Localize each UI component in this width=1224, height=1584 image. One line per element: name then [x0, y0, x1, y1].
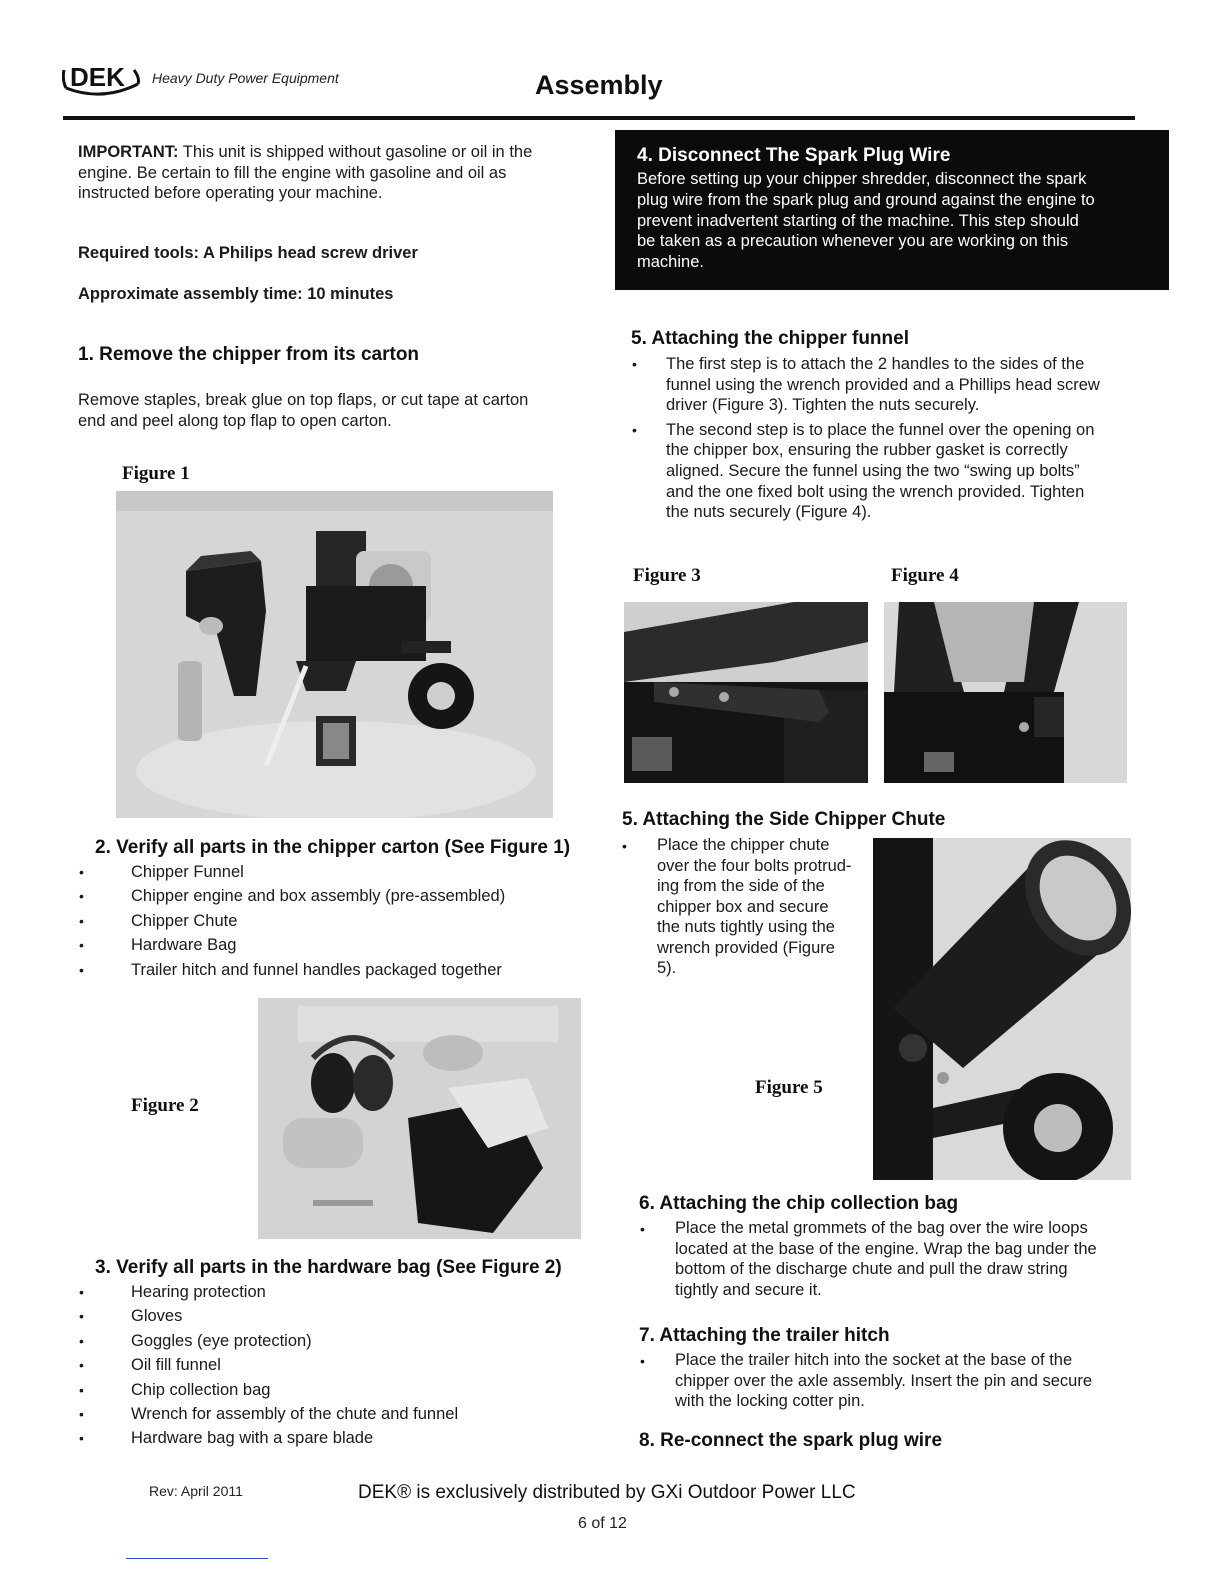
step5b-line: wrench provided (Figure [657, 938, 835, 957]
step5-b1-line: funnel using the wrench provided and a Phillips head screw [666, 375, 1100, 394]
step3-list [79, 1280, 599, 1451]
figure5-photo [873, 838, 1131, 1180]
important-text-1: This unit is shipped without gasoline or oil in the [178, 143, 533, 161]
figure3-photo [624, 602, 868, 783]
step7-line: Place the trailer hitch into the socket at the base of the [675, 1351, 1073, 1369]
step1-heading: 1. Remove the chipper from its carton [78, 344, 420, 365]
step4-body [637, 169, 1149, 273]
header-divider [63, 116, 1135, 120]
important-text-3: instructed before operating your machine. [78, 184, 383, 202]
step7-heading: 7. Attaching the trailer hitch [639, 1325, 890, 1346]
dek-logo [62, 62, 144, 98]
step8-heading: 8. Re-connect the spark plug wire [639, 1430, 943, 1451]
spark-plug-warning-box [615, 130, 1169, 290]
step5b-line: 5). [657, 959, 677, 977]
assembly-time: Approximate assembly time: 10 minutes [78, 285, 394, 303]
step4-line: machine. [637, 253, 704, 272]
step4-line: plug wire from the spark plug and ground against the engine to [637, 190, 1095, 209]
step7-line: with the locking cotter pin. [675, 1392, 865, 1410]
footer-distribution: DEK® is exclusively distributed by GXi Outdoor Power LLC [358, 1482, 856, 1503]
figure3-label: Figure 3 [633, 565, 701, 586]
step6-text [675, 1218, 1155, 1300]
step4-line: be taken as a precaution whenever you are working on this [637, 232, 1069, 251]
step5b-text [657, 835, 877, 979]
step5-b2-line: aligned. Secure the funnel using the two “swing up bolts” [666, 461, 1080, 480]
list-item [622, 420, 1162, 523]
step5-b2-line: the nuts securely (Figure 4). [666, 503, 872, 522]
footer-revision: Rev: April 2011 [149, 1483, 243, 1499]
page-title: Assembly [535, 70, 663, 100]
required-tools: Required tools: A Philips head screw driver [78, 244, 418, 262]
brand-tagline: Heavy Duty Power Equipment [152, 70, 339, 86]
step7-text [675, 1350, 1155, 1412]
dek-logo-text: DEK [70, 62, 125, 92]
figure4-label: Figure 4 [891, 565, 959, 586]
step6-line: bottom of the discharge chute and pull the draw string [675, 1260, 1068, 1278]
step1-text-2: end and peel along top flap to open carton. [78, 411, 392, 430]
step1-text [78, 390, 528, 431]
step4-line: prevent inadvertent starting of the machine. This step should [637, 211, 1079, 230]
step6-line: tightly and secure it. [675, 1280, 822, 1299]
step5-b2-line: and the one fixed bolt using the wrench provided. Tighten [666, 482, 1085, 501]
step5-heading: 5. Attaching the chipper funnel [631, 328, 909, 349]
step2-heading: 2. Verify all parts in the chipper carton (See Figure 1) [95, 837, 571, 858]
step5b-line: ing from the side of the [657, 877, 825, 895]
figure1-label: Figure 1 [122, 463, 190, 484]
list-item: • Goggles (eye protection) [79, 1329, 599, 1353]
step5-list [622, 354, 1162, 523]
list-item: • Chip collection bag [79, 1378, 599, 1402]
list-item: • Oil fill funnel [79, 1353, 599, 1377]
list-item [622, 354, 1162, 416]
list-item: • Chipper Funnel [79, 860, 599, 884]
step5b-line: over the four bolts protrud- [657, 856, 852, 875]
step2-list [79, 860, 599, 982]
list-item: • Trailer hitch and funnel handles packaged together [79, 958, 599, 982]
figure2-photo [258, 998, 581, 1239]
list-item: • Hearing protection [79, 1280, 599, 1304]
step4-line: Before setting up your chipper shredder, disconnect the spark [637, 170, 1087, 188]
step6-heading: 6. Attaching the chip collection bag [639, 1193, 959, 1214]
step7-line: chipper over the axle assembly. Insert the pin and secure [675, 1371, 1093, 1390]
figure1-photo [116, 491, 553, 818]
step6-line: Place the metal grommets of the bag over the wire loops [675, 1219, 1088, 1237]
step3-heading: 3. Verify all parts in the hardware bag (See Figure 2) [95, 1257, 562, 1278]
step5-b2-line: • The second step is to place the funnel over the opening on [666, 420, 1095, 439]
list-item: • Chipper engine and box assembly (pre-assembled) [79, 884, 599, 908]
figure2-label: Figure 2 [131, 1095, 199, 1116]
important-note [78, 142, 598, 204]
figure4-photo [884, 602, 1127, 783]
step4-heading: 4. Disconnect The Spark Plug Wire [637, 145, 951, 166]
footer-link-underline [126, 1558, 268, 1559]
list-item: • Wrench for assembly of the chute and funnel [79, 1402, 599, 1426]
footer-page-number: 6 of 12 [578, 1515, 627, 1532]
step6-line: located at the base of the engine. Wrap the bag under the [675, 1239, 1097, 1258]
figure5-label: Figure 5 [755, 1077, 823, 1098]
step5b-line: the nuts tightly using the [657, 918, 835, 936]
step5-b2-line: the chipper box, ensuring the rubber gasket is correctly [666, 441, 1068, 460]
step5-b1-line: driver (Figure 3). Tighten the nuts securely. [666, 396, 980, 415]
step5b-line: Place the chipper chute [657, 836, 830, 854]
important-label: IMPORTANT: [78, 143, 179, 161]
step5b-bullet: • [622, 838, 627, 854]
step7-bullet: • [640, 1353, 645, 1369]
list-item: • Gloves [79, 1304, 599, 1328]
step5-b1-line: • The first step is to attach the 2 handles to the sides of the [666, 355, 1085, 373]
step5b-heading: 5. Attaching the Side Chipper Chute [622, 809, 946, 830]
list-item: • Hardware Bag [79, 933, 599, 957]
list-item: • Hardware bag with a spare blade [79, 1426, 599, 1450]
important-text-2: engine. Be certain to fill the engine with gasoline and oil as [78, 163, 507, 182]
step1-text-1: Remove staples, break glue on top flaps, or cut tape at carton [78, 391, 529, 409]
step6-bullet: • [640, 1221, 645, 1237]
list-item: • Chipper Chute [79, 909, 599, 933]
step5b-line: chipper box and secure [657, 897, 829, 916]
